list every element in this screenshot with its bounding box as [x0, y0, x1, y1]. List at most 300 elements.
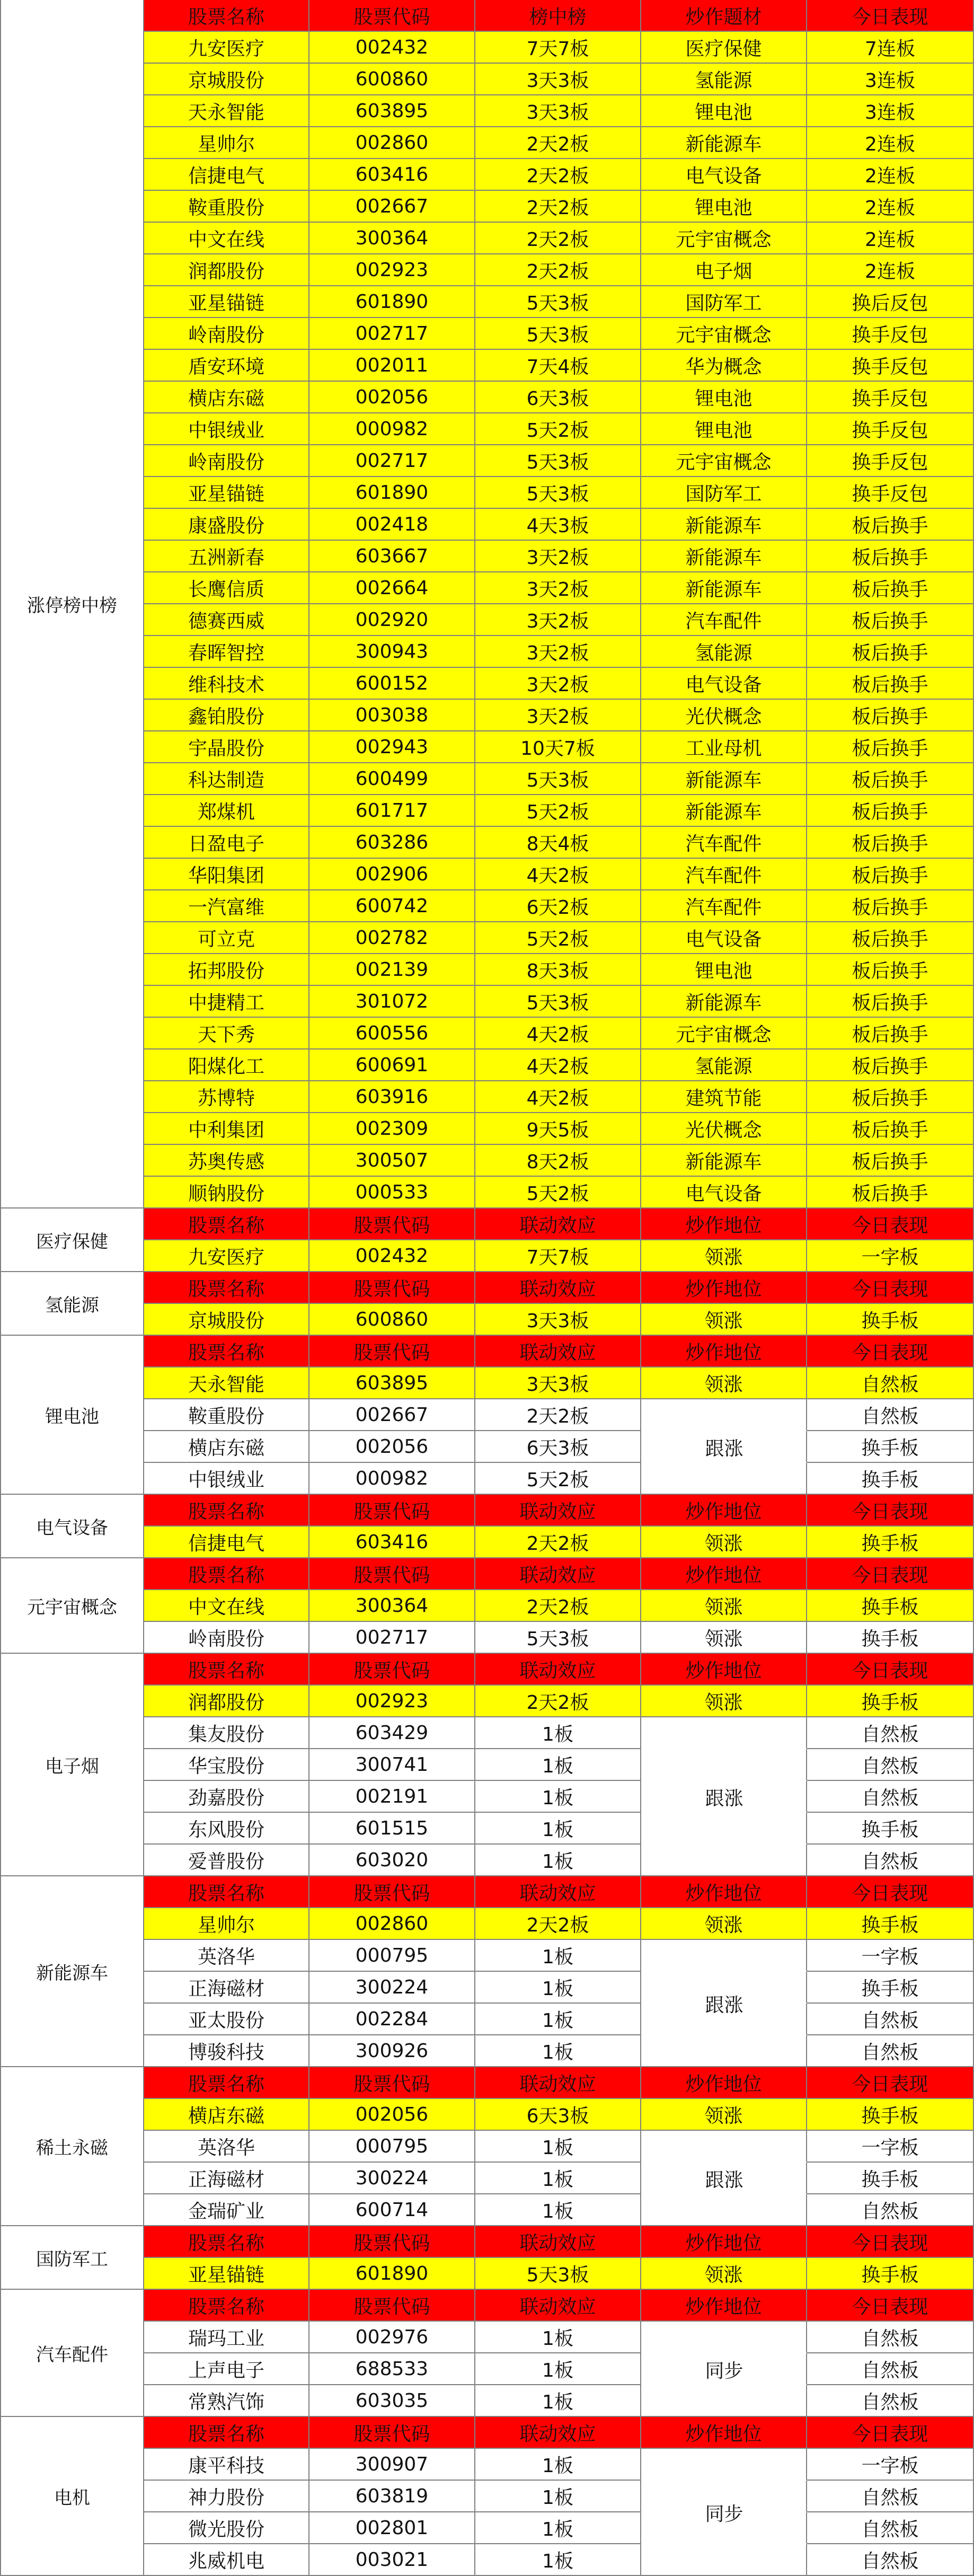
role-cell: 汽车配件 [641, 890, 807, 922]
role-cell: 新能源车 [641, 1145, 807, 1177]
linkage-cell: 2天2板 [475, 1399, 641, 1431]
table-row [144, 1717, 974, 1749]
table-row [144, 1749, 974, 1781]
performance-cell: 今日表现 [807, 2226, 974, 2258]
performance-cell: 板后换手 [807, 1113, 974, 1145]
linkage-cell: 联动效应 [475, 2417, 641, 2449]
stock-code-cell: 300907 [309, 2449, 475, 2481]
stock-name-cell: 华阳集团 [144, 859, 309, 890]
performance-cell: 换手板 [807, 1622, 974, 1654]
stock-name-cell: 中捷精工 [144, 986, 309, 1018]
stock-name-cell: 股票名称 [144, 2226, 309, 2258]
stock-name-cell: 天永智能 [144, 1368, 309, 1399]
performance-cell: 换手板 [807, 2163, 974, 2194]
table-row [144, 2449, 974, 2481]
role-cell: 元宇宙概念 [641, 1018, 807, 1049]
stock-code-cell: 000982 [309, 413, 475, 445]
stock-code-cell: 603667 [309, 541, 475, 572]
table-row [144, 413, 974, 445]
performance-cell: 2连板 [807, 191, 974, 223]
stock-code-cell: 股票代码 [309, 2226, 475, 2258]
linkage-cell: 榜中榜 [475, 0, 641, 32]
stock-name-cell: 岭南股份 [144, 318, 309, 350]
linkage-cell: 3天3板 [475, 1368, 641, 1399]
linkage-cell: 5天3板 [475, 2258, 641, 2290]
table-row [144, 2163, 974, 2194]
stock-name-cell: 可立克 [144, 922, 309, 954]
performance-cell: 今日表现 [807, 2290, 974, 2322]
section-rows [144, 1654, 974, 1876]
table-row [144, 1781, 974, 1813]
stock-code-cell: 601890 [309, 286, 475, 318]
stock-name-cell: 九安医疗 [144, 32, 309, 64]
table-row [144, 95, 974, 127]
performance-cell: 板后换手 [807, 1049, 974, 1081]
table-row [144, 350, 974, 382]
performance-cell: 板后换手 [807, 572, 974, 604]
performance-cell: 自然板 [807, 2035, 974, 2067]
linkage-cell: 2天2板 [475, 223, 641, 254]
stock-name-cell: 英洛华 [144, 1940, 309, 1972]
stock-code-cell: 000795 [309, 2131, 475, 2163]
table-row [144, 2353, 974, 2385]
section-group-0 [0, 1208, 974, 1272]
section-label: 氢能源 [0, 1272, 144, 1336]
stock-code-cell: 603020 [309, 1845, 475, 1876]
stock-code-cell: 601717 [309, 795, 475, 827]
section-rows [144, 1495, 974, 1558]
merged-role-cell: 跟涨 [705, 1787, 743, 1810]
performance-cell: 板后换手 [807, 731, 974, 763]
lead-row [144, 1368, 974, 1399]
stock-name-cell: 英洛华 [144, 2131, 309, 2163]
section-main [0, 0, 974, 1208]
section-label: 稀土永磁 [0, 2067, 144, 2226]
linkage-cell: 2天2板 [475, 127, 641, 159]
role-cell: 华为概念 [641, 350, 807, 382]
section-label: 锂电池 [0, 1336, 144, 1495]
stock-name-cell: 中银绒业 [144, 1463, 309, 1495]
stock-name-cell: 郑煤机 [144, 795, 309, 827]
performance-cell: 板后换手 [807, 859, 974, 890]
role-cell: 炒作地位 [641, 1336, 807, 1368]
stock-name-cell: 股票名称 [144, 1654, 309, 1686]
performance-cell: 2连板 [807, 159, 974, 191]
performance-cell: 自然板 [807, 1399, 974, 1431]
linkage-cell: 10天7板 [475, 731, 641, 763]
section-label: 电机 [0, 2417, 144, 2576]
stock-name-cell: 鞍重股份 [144, 191, 309, 223]
stock-code-cell: 002418 [309, 509, 475, 541]
linkage-cell: 7天7板 [475, 32, 641, 64]
stock-code-cell: 股票代码 [309, 2417, 475, 2449]
section-label: 电子烟 [0, 1654, 144, 1876]
linkage-cell: 联动效应 [475, 1336, 641, 1368]
role-cell: 电子烟 [641, 254, 807, 286]
performance-cell: 今日表现 [807, 1336, 974, 1368]
stock-code-cell: 002717 [309, 1622, 475, 1654]
performance-cell: 换手板 [807, 2258, 974, 2290]
stock-code-cell: 股票代码 [309, 1208, 475, 1240]
linkage-cell: 联动效应 [475, 1272, 641, 1304]
stock-code-cell: 002284 [309, 2004, 475, 2035]
role-cell: 电气设备 [641, 1177, 807, 1208]
stock-name-cell: 横店东磁 [144, 2099, 309, 2131]
role-cell: 新能源车 [641, 509, 807, 541]
linkage-cell: 1板 [475, 2385, 641, 2417]
linkage-cell: 7天4板 [475, 350, 641, 382]
table-row [144, 1145, 974, 1177]
performance-cell: 自然板 [807, 2512, 974, 2544]
table-row [144, 2481, 974, 2512]
stock-code-cell: 600691 [309, 1049, 475, 1081]
section-group-1 [0, 1272, 974, 1336]
stock-code-cell: 002717 [309, 445, 475, 477]
linkage-cell: 8天3板 [475, 954, 641, 986]
performance-cell: 换手反包 [807, 413, 974, 445]
performance-cell: 换手板 [807, 1527, 974, 1558]
performance-cell: 换手板 [807, 1590, 974, 1622]
table-row [144, 1845, 974, 1876]
performance-cell: 换手板 [807, 2099, 974, 2131]
stock-name-cell: 神力股份 [144, 2481, 309, 2512]
stock-code-cell: 600152 [309, 668, 475, 700]
table-row [144, 254, 974, 286]
performance-cell: 板后换手 [807, 604, 974, 636]
performance-cell: 3连板 [807, 95, 974, 127]
stock-code-cell: 002056 [309, 2099, 475, 2131]
stock-code-cell: 003021 [309, 2544, 475, 2576]
stock-code-cell: 603895 [309, 95, 475, 127]
performance-cell: 换手反包 [807, 318, 974, 350]
table-row [144, 445, 974, 477]
performance-cell: 换后反包 [807, 286, 974, 318]
table-row [144, 731, 974, 763]
role-cell: 电气设备 [641, 922, 807, 954]
linkage-cell: 5天3板 [475, 763, 641, 795]
stock-code-cell: 603916 [309, 1081, 475, 1113]
table-row [144, 1940, 974, 1972]
linkage-cell: 7天7板 [475, 1240, 641, 1272]
linkage-cell: 5天3板 [475, 445, 641, 477]
linkage-cell: 4天2板 [475, 1049, 641, 1081]
stock-name-cell: 股票名称 [144, 1876, 309, 1908]
stock-name-cell: 常熟汽饰 [144, 2385, 309, 2417]
linkage-cell: 1板 [475, 2194, 641, 2226]
section-rows [144, 1558, 974, 1654]
linkage-cell: 联动效应 [475, 1876, 641, 1908]
stock-name-cell: 信捷电气 [144, 159, 309, 191]
header-row [144, 1558, 974, 1590]
table-row [144, 2512, 974, 2544]
performance-cell: 一字板 [807, 2449, 974, 2481]
stock-code-cell: 股票代码 [309, 1558, 475, 1590]
stock-name-cell: 博骏科技 [144, 2035, 309, 2067]
table-row [144, 509, 974, 541]
section-label: 元宇宙概念 [0, 1558, 144, 1654]
stock-name-cell: 春晖智控 [144, 636, 309, 668]
stock-code-cell: 301072 [309, 986, 475, 1018]
table-row [144, 1049, 974, 1081]
role-cell: 汽车配件 [641, 859, 807, 890]
stock-code-cell: 002860 [309, 1908, 475, 1940]
performance-cell: 3连板 [807, 64, 974, 95]
linkage-cell: 3天2板 [475, 572, 641, 604]
linkage-cell: 1板 [475, 1972, 641, 2004]
stock-name-cell: 中利集团 [144, 1113, 309, 1145]
stock-code-cell: 601515 [309, 1813, 475, 1845]
stock-name-cell: 中文在线 [144, 1590, 309, 1622]
stock-name-cell: 劲嘉股份 [144, 1781, 309, 1813]
stock-name-cell: 科达制造 [144, 763, 309, 795]
table-row [144, 636, 974, 668]
stock-name-cell: 股票名称 [144, 1208, 309, 1240]
performance-cell: 自然板 [807, 1749, 974, 1781]
linkage-cell: 1板 [475, 2131, 641, 2163]
lead-row [144, 1240, 974, 1272]
role-cell: 国防军工 [641, 286, 807, 318]
header-row [144, 1495, 974, 1527]
header-row [144, 2417, 974, 2449]
role-cell: 炒作地位 [641, 2067, 807, 2099]
table-row [144, 1018, 974, 1049]
role-cell: 炒作地位 [641, 1208, 807, 1240]
table-row [144, 1813, 974, 1845]
performance-cell: 板后换手 [807, 890, 974, 922]
stock-name-cell: 股票名称 [144, 1495, 309, 1527]
role-cell: 领涨 [641, 1590, 807, 1622]
stock-code-cell: 002011 [309, 350, 475, 382]
stock-name-cell: 上声电子 [144, 2353, 309, 2385]
stock-name-cell: 鑫铂股份 [144, 700, 309, 731]
stock-code-cell: 股票代码 [309, 1495, 475, 1527]
role-cell: 氢能源 [641, 1049, 807, 1081]
performance-cell: 自然板 [807, 2004, 974, 2035]
performance-cell: 今日表现 [807, 0, 974, 32]
stock-code-cell: 600860 [309, 64, 475, 95]
section-rows [144, 2417, 974, 2576]
stock-name-cell: 苏博特 [144, 1081, 309, 1113]
section-label: 电气设备 [0, 1495, 144, 1558]
table-row [144, 1431, 974, 1463]
stock-code-cell: 股票代码 [309, 2290, 475, 2322]
table-row [144, 572, 974, 604]
role-cell: 炒作地位 [641, 2290, 807, 2322]
linkage-cell: 1板 [475, 1781, 641, 1813]
stock-name-cell: 盾安环境 [144, 350, 309, 382]
table-row [144, 2131, 974, 2163]
performance-cell: 今日表现 [807, 2067, 974, 2099]
performance-cell: 2连板 [807, 254, 974, 286]
table-row [144, 2544, 974, 2576]
linkage-cell: 6天2板 [475, 890, 641, 922]
performance-cell: 今日表现 [807, 1495, 974, 1527]
section-group-6 [0, 1876, 974, 2067]
role-cell: 氢能源 [641, 64, 807, 95]
stock-name-cell: 股票名称 [144, 1272, 309, 1304]
stock-code-cell: 002309 [309, 1113, 475, 1145]
table-row [144, 1463, 974, 1495]
linkage-cell: 2天2板 [475, 1908, 641, 1940]
stock-code-cell: 002667 [309, 1399, 475, 1431]
table-row [144, 2194, 974, 2226]
stock-name-cell: 微光股份 [144, 2512, 309, 2544]
performance-cell: 板后换手 [807, 986, 974, 1018]
linkage-cell: 6天3板 [475, 382, 641, 413]
stock-code-cell: 002056 [309, 1431, 475, 1463]
stock-name-cell: 星帅尔 [144, 1908, 309, 1940]
stock-name-cell: 股票名称 [144, 2290, 309, 2322]
role-cell: 锂电池 [641, 954, 807, 986]
linkage-cell: 5天2板 [475, 1463, 641, 1495]
role-cell: 领涨 [641, 2099, 807, 2131]
stock-code-cell: 002717 [309, 318, 475, 350]
stock-name-cell: 阳煤化工 [144, 1049, 309, 1081]
header-row [144, 1876, 974, 1908]
table-row [144, 477, 974, 509]
linkage-cell: 联动效应 [475, 1654, 641, 1686]
stock-name-cell: 横店东磁 [144, 382, 309, 413]
section-label: 涨停榜中榜 [0, 0, 144, 1208]
stock-code-cell: 603416 [309, 159, 475, 191]
linkage-cell: 6天3板 [475, 1431, 641, 1463]
stock-name-cell: 长鹰信质 [144, 572, 309, 604]
merged-role-cell: 跟涨 [705, 1437, 743, 1460]
lead-row [144, 1686, 974, 1717]
stock-name-cell: 维科技术 [144, 668, 309, 700]
stock-name-cell: 股票名称 [144, 2417, 309, 2449]
linkage-cell: 联动效应 [475, 2290, 641, 2322]
performance-cell: 自然板 [807, 2481, 974, 2512]
stock-name-cell: 拓邦股份 [144, 954, 309, 986]
stock-code-cell: 600556 [309, 1018, 475, 1049]
role-cell: 领涨 [641, 1908, 807, 1940]
header-row [144, 2226, 974, 2258]
linkage-cell: 1板 [475, 1717, 641, 1749]
table-row [144, 318, 974, 350]
linkage-cell: 2天2板 [475, 1686, 641, 1717]
performance-cell: 换手反包 [807, 477, 974, 509]
stock-code-cell: 603429 [309, 1717, 475, 1749]
table-row [144, 2385, 974, 2417]
role-cell: 建筑节能 [641, 1081, 807, 1113]
role-cell: 新能源车 [641, 572, 807, 604]
stock-code-cell: 股票代码 [309, 1654, 475, 1686]
stock-name-cell: 东风股份 [144, 1813, 309, 1845]
performance-cell: 板后换手 [807, 763, 974, 795]
linkage-cell: 5天3板 [475, 286, 641, 318]
merged-role-cell: 同步 [705, 2503, 743, 2525]
stock-code-cell: 600742 [309, 890, 475, 922]
table-row [144, 668, 974, 700]
linkage-cell: 1板 [475, 2035, 641, 2067]
stock-code-cell: 000795 [309, 1940, 475, 1972]
linkage-cell: 联动效应 [475, 1495, 641, 1527]
stock-name-cell: 九安医疗 [144, 1240, 309, 1272]
stock-name-cell: 兆威机电 [144, 2544, 309, 2576]
role-cell: 炒作地位 [641, 1654, 807, 1686]
section-group-8 [0, 2226, 974, 2290]
linkage-cell: 3天2板 [475, 604, 641, 636]
table-row [144, 954, 974, 986]
table-row [144, 1972, 974, 2004]
table-row [144, 2035, 974, 2067]
linkage-cell: 2天2板 [475, 159, 641, 191]
stock-code-cell: 002923 [309, 1686, 475, 1717]
stock-code-cell: 002056 [309, 382, 475, 413]
stock-name-cell: 润都股份 [144, 1686, 309, 1717]
section-rows [144, 1208, 974, 1272]
role-cell: 新能源车 [641, 541, 807, 572]
linkage-cell: 1板 [475, 2322, 641, 2353]
stock-name-cell: 瑞玛工业 [144, 2322, 309, 2353]
stock-name-cell: 股票名称 [144, 1336, 309, 1368]
performance-cell: 今日表现 [807, 1208, 974, 1240]
section-group-3 [0, 1495, 974, 1558]
performance-cell: 板后换手 [807, 1145, 974, 1177]
header-row [144, 2067, 974, 2099]
stock-code-cell: 002801 [309, 2512, 475, 2544]
stock-name-cell: 宇晶股份 [144, 731, 309, 763]
stock-name-cell: 股票名称 [144, 1558, 309, 1590]
stock-name-cell: 京城股份 [144, 64, 309, 95]
stock-code-cell: 300224 [309, 2163, 475, 2194]
stock-name-cell: 顺钠股份 [144, 1177, 309, 1208]
section-group-7 [0, 2067, 974, 2226]
stock-name-cell: 德赛西威 [144, 604, 309, 636]
linkage-cell: 1板 [475, 2163, 641, 2194]
stock-code-cell: 300926 [309, 2035, 475, 2067]
table-row [144, 795, 974, 827]
stock-name-cell: 金瑞矿业 [144, 2194, 309, 2226]
table-row [144, 700, 974, 731]
performance-cell: 板后换手 [807, 795, 974, 827]
linkage-cell: 5天2板 [475, 795, 641, 827]
linkage-cell: 8天4板 [475, 827, 641, 859]
role-cell: 元宇宙概念 [641, 223, 807, 254]
performance-cell: 今日表现 [807, 1272, 974, 1304]
linkage-cell: 3天2板 [475, 541, 641, 572]
table-row [144, 127, 974, 159]
performance-cell: 自然板 [807, 2544, 974, 2576]
linkage-cell: 1板 [475, 2353, 641, 2385]
performance-cell: 今日表现 [807, 2417, 974, 2449]
stock-code-cell: 603035 [309, 2385, 475, 2417]
stock-name-cell: 鞍重股份 [144, 1399, 309, 1431]
stock-name-cell: 爱普股份 [144, 1845, 309, 1876]
role-cell: 新能源车 [641, 763, 807, 795]
performance-cell: 板后换手 [807, 700, 974, 731]
stock-name-cell: 中文在线 [144, 223, 309, 254]
stock-name-cell: 股票名称 [144, 0, 309, 32]
performance-cell: 板后换手 [807, 541, 974, 572]
stock-name-cell: 京城股份 [144, 1304, 309, 1336]
table-row [144, 1399, 974, 1431]
section-group-5 [0, 1654, 974, 1876]
role-cell: 汽车配件 [641, 604, 807, 636]
role-cell: 光伏概念 [641, 700, 807, 731]
linkage-cell: 1板 [475, 2512, 641, 2544]
stock-code-cell: 003038 [309, 700, 475, 731]
performance-cell: 换手反包 [807, 445, 974, 477]
linkage-cell: 1板 [475, 2544, 641, 2576]
performance-cell: 2连板 [807, 223, 974, 254]
role-cell: 锂电池 [641, 413, 807, 445]
role-cell: 元宇宙概念 [641, 318, 807, 350]
role-cell: 工业母机 [641, 731, 807, 763]
performance-cell: 一字板 [807, 1940, 974, 1972]
stock-code-cell: 600860 [309, 1304, 475, 1336]
